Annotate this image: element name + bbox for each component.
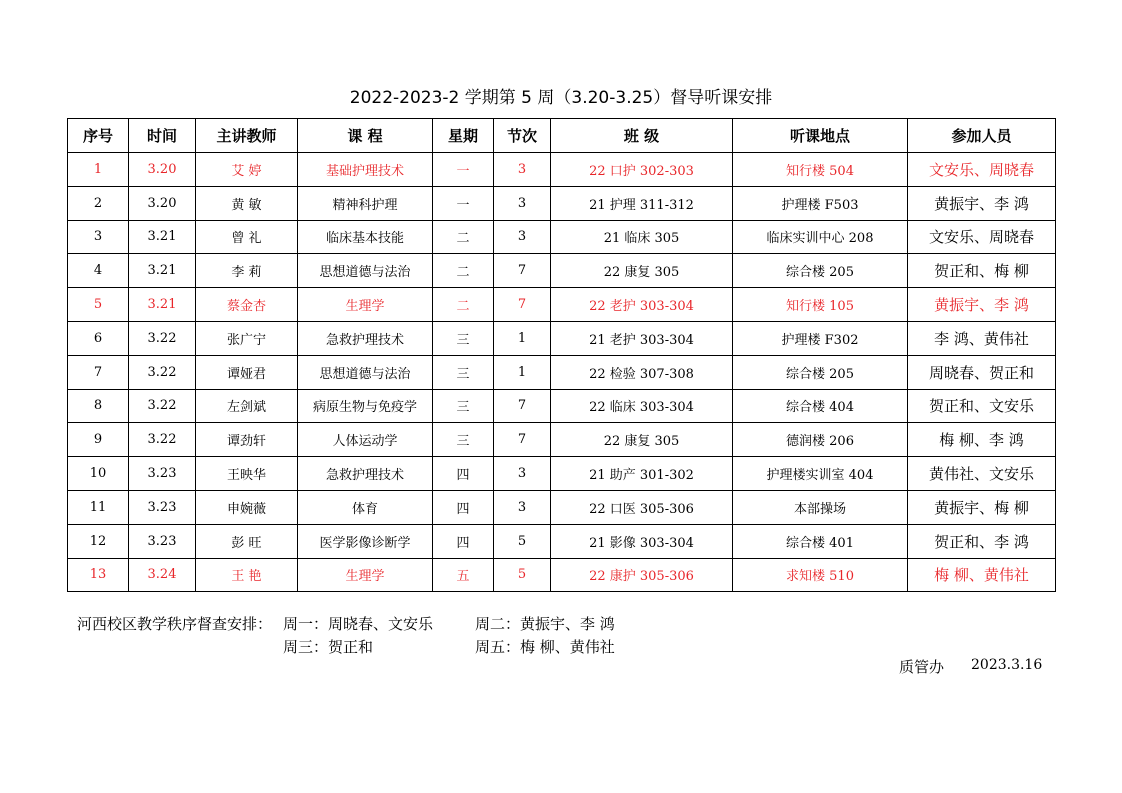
schedule-table: [67, 118, 1056, 592]
cell-date: 3.21: [129, 220, 196, 254]
cell-period: 3: [494, 490, 551, 524]
cell-location: 综合楼 404: [733, 389, 908, 423]
cell-class: 22 检验 307-308: [551, 355, 733, 389]
cell-course: 生理学: [298, 288, 433, 322]
cell-attendees: 黄振宇、李 鸿: [908, 186, 1056, 220]
cell-weekday: 三: [433, 423, 494, 457]
cell-location: 护理楼 F302: [733, 321, 908, 355]
table-row: [68, 288, 1056, 322]
cell-date: 3.21: [129, 254, 196, 288]
cell-period: 1: [494, 321, 551, 355]
cell-teacher: 彭 旺: [196, 524, 298, 558]
cell-class: 21 护理 311-312: [551, 186, 733, 220]
cell-weekday: 四: [433, 524, 494, 558]
cell-date: 3.22: [129, 321, 196, 355]
cell-date: 3.23: [129, 524, 196, 558]
cell-date: 3.22: [129, 355, 196, 389]
notes-tuesday: 周二：黄振宇、李 鸿: [475, 615, 615, 633]
cell-teacher: 张广宁: [196, 321, 298, 355]
cell-no: 11: [68, 490, 129, 524]
cell-attendees: 黄振宇、李 鸿: [908, 288, 1056, 322]
cell-course: 基础护理技术: [298, 153, 433, 187]
header-attendees: 参加人员: [908, 119, 1056, 153]
cell-no: 6: [68, 321, 129, 355]
table-row: [68, 186, 1056, 220]
header-weekday: 星期: [433, 119, 494, 153]
cell-class: 22 口护 302-303: [551, 153, 733, 187]
cell-attendees: 贺正和、文安乐: [908, 389, 1056, 423]
cell-no: 2: [68, 186, 129, 220]
cell-teacher: 谭劲轩: [196, 423, 298, 457]
cell-date: 3.20: [129, 153, 196, 187]
notes-friday: 周五：梅 柳、黄伟社: [475, 638, 615, 656]
cell-no: 8: [68, 389, 129, 423]
cell-weekday: 二: [433, 220, 494, 254]
cell-attendees: 黄振宇、梅 柳: [908, 490, 1056, 524]
cell-attendees: 文安乐、周晓春: [908, 153, 1056, 187]
cell-date: 3.23: [129, 490, 196, 524]
issuing-office: 质管办: [899, 658, 945, 676]
notes-intro: 河西校区教学秩序督查安排：: [77, 615, 273, 633]
notes-monday: 周一：周晓春、文安乐: [283, 615, 434, 633]
cell-location: 知行楼 504: [733, 153, 908, 187]
cell-location: 综合楼 205: [733, 355, 908, 389]
cell-teacher: 申婉薇: [196, 490, 298, 524]
table-row: [68, 524, 1056, 558]
header-teacher: 主讲教师: [196, 119, 298, 153]
cell-course: 精神科护理: [298, 186, 433, 220]
cell-no: 4: [68, 254, 129, 288]
cell-period: 3: [494, 153, 551, 187]
cell-date: 3.22: [129, 423, 196, 457]
cell-teacher: 王 艳: [196, 558, 298, 592]
cell-course: 临床基本技能: [298, 220, 433, 254]
cell-course: 急救护理技术: [298, 457, 433, 491]
table-row: [68, 490, 1056, 524]
cell-weekday: 三: [433, 389, 494, 423]
cell-no: 7: [68, 355, 129, 389]
cell-date: 3.22: [129, 389, 196, 423]
issue-date: 2023.3.16: [971, 657, 1043, 673]
cell-period: 5: [494, 524, 551, 558]
cell-teacher: 黄 敏: [196, 186, 298, 220]
cell-period: 3: [494, 220, 551, 254]
cell-class: 21 影像 303-304: [551, 524, 733, 558]
cell-period: 3: [494, 457, 551, 491]
cell-attendees: 贺正和、李 鸿: [908, 524, 1056, 558]
cell-teacher: 曾 礼: [196, 220, 298, 254]
cell-attendees: 黄伟社、文安乐: [908, 457, 1056, 491]
cell-course: 病原生物与免疫学: [298, 389, 433, 423]
cell-location: 临床实训中心 208: [733, 220, 908, 254]
header-period: 节次: [494, 119, 551, 153]
cell-weekday: 二: [433, 288, 494, 322]
cell-attendees: 文安乐、周晓春: [908, 220, 1056, 254]
cell-period: 7: [494, 389, 551, 423]
cell-weekday: 四: [433, 457, 494, 491]
header-course: 课 程: [298, 119, 433, 153]
cell-class: 22 康复 305: [551, 254, 733, 288]
cell-class: 22 老护 303-304: [551, 288, 733, 322]
cell-weekday: 四: [433, 490, 494, 524]
cell-course: 急救护理技术: [298, 321, 433, 355]
cell-no: 13: [68, 558, 129, 592]
header-no: 序号: [68, 119, 129, 153]
table-row: [68, 153, 1056, 187]
cell-weekday: 一: [433, 186, 494, 220]
table-body: [68, 153, 1056, 592]
cell-course: 体育: [298, 490, 433, 524]
cell-course: 医学影像诊断学: [298, 524, 433, 558]
cell-no: 10: [68, 457, 129, 491]
cell-teacher: 李 莉: [196, 254, 298, 288]
cell-location: 知行楼 105: [733, 288, 908, 322]
cell-weekday: 三: [433, 321, 494, 355]
cell-course: 思想道德与法治: [298, 254, 433, 288]
cell-class: 22 康护 305-306: [551, 558, 733, 592]
cell-attendees: 周晓春、贺正和: [908, 355, 1056, 389]
cell-period: 7: [494, 423, 551, 457]
cell-attendees: 李 鸿、黄伟社: [908, 321, 1056, 355]
cell-class: 22 临床 303-304: [551, 389, 733, 423]
cell-no: 3: [68, 220, 129, 254]
cell-weekday: 五: [433, 558, 494, 592]
cell-location: 护理楼实训室 404: [733, 457, 908, 491]
header-date: 时间: [129, 119, 196, 153]
cell-date: 3.20: [129, 186, 196, 220]
cell-attendees: 梅 柳、李 鸿: [908, 423, 1056, 457]
cell-teacher: 蔡金杏: [196, 288, 298, 322]
header-location: 听课地点: [733, 119, 908, 153]
cell-date: 3.24: [129, 558, 196, 592]
cell-weekday: 一: [433, 153, 494, 187]
table-row: [68, 558, 1056, 592]
cell-date: 3.21: [129, 288, 196, 322]
cell-location: 德润楼 206: [733, 423, 908, 457]
cell-location: 综合楼 205: [733, 254, 908, 288]
cell-period: 7: [494, 288, 551, 322]
table-row: [68, 254, 1056, 288]
cell-location: 综合楼 401: [733, 524, 908, 558]
table-row: [68, 321, 1056, 355]
cell-no: 12: [68, 524, 129, 558]
header-class: 班 级: [551, 119, 733, 153]
cell-no: 9: [68, 423, 129, 457]
cell-teacher: 王映华: [196, 457, 298, 491]
cell-class: 22 口医 305-306: [551, 490, 733, 524]
table-row: [68, 355, 1056, 389]
cell-teacher: 左剑斌: [196, 389, 298, 423]
cell-class: 21 助产 301-302: [551, 457, 733, 491]
cell-course: 思想道德与法治: [298, 355, 433, 389]
cell-location: 护理楼 F503: [733, 186, 908, 220]
table-row: [68, 220, 1056, 254]
cell-period: 3: [494, 186, 551, 220]
table-row: [68, 457, 1056, 491]
cell-location: 求知楼 510: [733, 558, 908, 592]
cell-weekday: 二: [433, 254, 494, 288]
cell-attendees: 贺正和、梅 柳: [908, 254, 1056, 288]
cell-class: 22 康复 305: [551, 423, 733, 457]
cell-location: 本部操场: [733, 490, 908, 524]
table-row: [68, 423, 1056, 457]
cell-weekday: 三: [433, 355, 494, 389]
cell-date: 3.23: [129, 457, 196, 491]
table-row: [68, 389, 1056, 423]
document-title: 2022-2023-2 学期第 5 周（3.20-3.25）督导听课安排: [349, 88, 773, 108]
cell-teacher: 谭娅君: [196, 355, 298, 389]
cell-no: 5: [68, 288, 129, 322]
cell-course: 生理学: [298, 558, 433, 592]
cell-period: 7: [494, 254, 551, 288]
cell-attendees: 梅 柳、黄伟社: [908, 558, 1056, 592]
table-header-row: [68, 119, 1056, 153]
cell-class: 21 临床 305: [551, 220, 733, 254]
cell-period: 5: [494, 558, 551, 592]
notes-wednesday: 周三：贺正和: [283, 638, 374, 656]
cell-class: 21 老护 303-304: [551, 321, 733, 355]
cell-no: 1: [68, 153, 129, 187]
cell-teacher: 艾 婷: [196, 153, 298, 187]
cell-course: 人体运动学: [298, 423, 433, 457]
cell-period: 1: [494, 355, 551, 389]
